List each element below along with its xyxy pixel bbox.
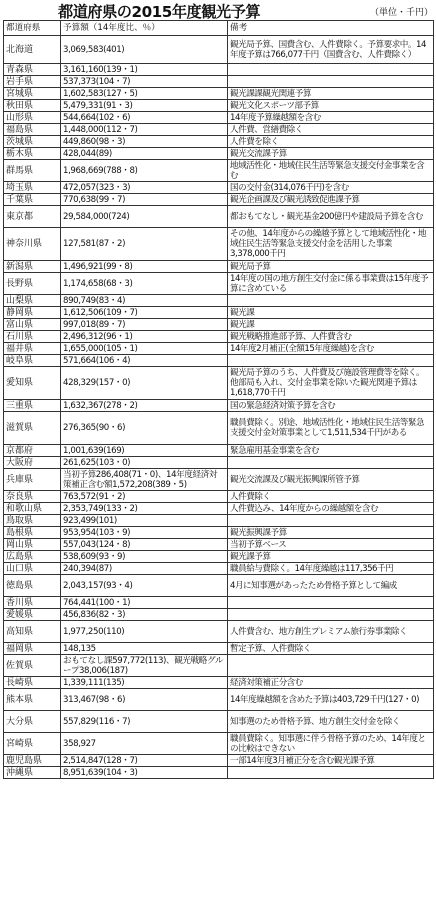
table-row	[4, 733, 434, 755]
note-cell: 人件費除く	[228, 491, 434, 503]
note-cell: 人件費含む、地方創生プレミアム旅行券事業除く	[228, 621, 434, 643]
prefecture-cell: 奈良県	[4, 491, 61, 503]
table-row	[4, 689, 434, 711]
prefecture-cell: 北海道	[4, 36, 61, 64]
budget-cell: 428,329(157・0)	[61, 367, 228, 400]
prefecture-cell: 大阪府	[4, 457, 61, 469]
table-row	[4, 273, 434, 295]
table-row	[4, 261, 434, 273]
table-row	[4, 527, 434, 539]
note-cell: 観光課	[228, 319, 434, 331]
budget-cell: 1,612,506(109・7)	[61, 307, 228, 319]
note-cell: 暫定予算、人件費除く	[228, 643, 434, 655]
note-cell: 観光戦略推進部予算、人件費含む	[228, 331, 434, 343]
budget-cell: 240,394(87)	[61, 563, 228, 575]
prefecture-cell: 高知県	[4, 621, 61, 643]
budget-cell: 2,496,312(96・1)	[61, 331, 228, 343]
prefecture-cell: 徳島県	[4, 575, 61, 597]
prefecture-cell: 秋田県	[4, 100, 61, 112]
table-row	[4, 343, 434, 355]
table-row	[4, 148, 434, 160]
prefecture-cell: 山口県	[4, 563, 61, 575]
prefecture-cell: 三重県	[4, 400, 61, 412]
note-cell: 観光局予算	[228, 261, 434, 273]
prefecture-cell: 富山県	[4, 319, 61, 331]
note-cell: 14年度2月補正(全額15年度繰越)を含む	[228, 343, 434, 355]
budget-cell: 1,339,111(135)	[61, 677, 228, 689]
page-title: 都道府県の2015年度観光予算	[58, 3, 261, 21]
budget-cell: 127,581(87・2)	[61, 228, 228, 261]
prefecture-cell: 福井県	[4, 343, 61, 355]
table-row	[4, 755, 434, 767]
note-cell: 観光交流課予算	[228, 148, 434, 160]
note-cell	[228, 609, 434, 621]
note-cell: その他、14年度からの繰越予算として地域活性化・地域住民生活等緊急支援交付金を活用した事業3,378,000千円	[228, 228, 434, 261]
prefecture-cell: 新潟県	[4, 261, 61, 273]
table-row	[4, 100, 434, 112]
table-row	[4, 457, 434, 469]
note-cell: 職員給与費除く。14年度繰越は117,356千円	[228, 563, 434, 575]
budget-cell: 1,632,367(278・2)	[61, 400, 228, 412]
table-row	[4, 677, 434, 689]
prefecture-cell: 滋賀県	[4, 412, 61, 445]
prefecture-cell: 宮城県	[4, 88, 61, 100]
budget-cell: 456,836(82・3)	[61, 609, 228, 621]
budget-cell: 764,441(100・1)	[61, 597, 228, 609]
table-row	[4, 367, 434, 400]
column-header-prefecture: 都道府県	[4, 21, 61, 36]
column-header-budget: 予算額（14年度比、％）	[61, 21, 228, 36]
prefecture-cell: 鹿児島県	[4, 755, 61, 767]
table-row	[4, 503, 434, 515]
budget-cell: 770,638(99・7)	[61, 194, 228, 206]
budget-cell: 537,373(104・7)	[61, 76, 228, 88]
note-cell: 観光局予算、国費含む、人件費除く。予算要求中。14年度予算は766,077千円（国費含む、人件費除く）	[228, 36, 434, 64]
budget-cell: 449,860(98・3)	[61, 136, 228, 148]
prefecture-cell: 愛媛県	[4, 609, 61, 621]
table-row	[4, 319, 434, 331]
prefecture-cell: 山形県	[4, 112, 61, 124]
prefecture-cell: 岡山県	[4, 539, 61, 551]
table-row	[4, 88, 434, 100]
budget-cell: 当初予算286,408(71・0)、14年度経済対策補正含む額1,572,208(389・5)	[61, 469, 228, 491]
prefecture-cell: 山梨県	[4, 295, 61, 307]
table-row	[4, 182, 434, 194]
note-cell: 緊急雇用基金事業を含む	[228, 445, 434, 457]
note-cell: 観光課課観光関連予算	[228, 88, 434, 100]
note-cell: 観光振興課予算	[228, 527, 434, 539]
budget-cell: 557,043(124・8)	[61, 539, 228, 551]
prefecture-cell: 愛知県	[4, 367, 61, 400]
prefecture-cell: 大分県	[4, 711, 61, 733]
note-cell	[228, 655, 434, 677]
prefecture-cell: 佐賀県	[4, 655, 61, 677]
note-cell: 人件費込み、14年度からの繰越額を含む	[228, 503, 434, 515]
note-cell: 職員費除く。知事選に伴う骨格予算のため、14年度との比較はできない	[228, 733, 434, 755]
budget-cell: 8,951,639(104・3)	[61, 767, 228, 779]
table-row	[4, 160, 434, 182]
table-row	[4, 655, 434, 677]
prefecture-cell: 京都府	[4, 445, 61, 457]
budget-cell: 29,584,000(724)	[61, 206, 228, 228]
column-header-notes: 備考	[228, 21, 434, 36]
table-row	[4, 400, 434, 412]
note-cell: 観光文化スポーツ部予算	[228, 100, 434, 112]
prefecture-cell: 青森県	[4, 64, 61, 76]
note-cell: 観光局予算のうち、人件費及び施設管理費等を除く。他部局も入れ、交付金事業を除いた観光関連予算は1,618,770千円	[228, 367, 434, 400]
prefecture-cell: 沖縄県	[4, 767, 61, 779]
prefecture-cell: 石川県	[4, 331, 61, 343]
header	[0, 0, 436, 20]
prefecture-cell: 東京都	[4, 206, 61, 228]
budget-cell: 2,043,157(93・4)	[61, 575, 228, 597]
table-row	[4, 307, 434, 319]
budget-cell: 890,749(83・4)	[61, 295, 228, 307]
prefecture-cell: 長野県	[4, 273, 61, 295]
prefecture-cell: 兵庫県	[4, 469, 61, 491]
table-row	[4, 597, 434, 609]
table-row	[4, 539, 434, 551]
prefecture-cell: 静岡県	[4, 307, 61, 319]
prefecture-cell: 熊本県	[4, 689, 61, 711]
table-row	[4, 767, 434, 779]
note-cell	[228, 767, 434, 779]
note-cell	[228, 295, 434, 307]
table-row	[4, 563, 434, 575]
note-cell: 都おもてなし・観光基金200億円や建設局予算を含む	[228, 206, 434, 228]
budget-cell: 472,057(323・3)	[61, 182, 228, 194]
note-cell: 地域活性化・地域住民生活等緊急支援交付金事業を含む	[228, 160, 434, 182]
table-row	[4, 206, 434, 228]
budget-cell: 276,365(90・6)	[61, 412, 228, 445]
budget-cell: 557,829(116・7)	[61, 711, 228, 733]
budget-cell: 2,514,847(128・7)	[61, 755, 228, 767]
budget-cell: 313,467(98・6)	[61, 689, 228, 711]
table-header-row	[4, 21, 434, 36]
table-body	[4, 36, 434, 779]
note-cell: 観光交流課及び観光振興課所管予算	[228, 469, 434, 491]
prefecture-cell: 茨城県	[4, 136, 61, 148]
budget-cell: 923,499(101)	[61, 515, 228, 527]
table-row	[4, 412, 434, 445]
table-row	[4, 621, 434, 643]
budget-cell: 3,161,160(139・1)	[61, 64, 228, 76]
note-cell: 人件費を除く	[228, 136, 434, 148]
table-row	[4, 445, 434, 457]
prefecture-cell: 和歌山県	[4, 503, 61, 515]
table-row	[4, 575, 434, 597]
prefecture-cell: 栃木県	[4, 148, 61, 160]
note-cell: 当初予算ベース	[228, 539, 434, 551]
prefecture-cell: 群馬県	[4, 160, 61, 182]
note-cell: 一部14年度3月補正分を含む観光課予算	[228, 755, 434, 767]
prefecture-cell: 岐阜県	[4, 355, 61, 367]
budget-cell: 261,625(103・0)	[61, 457, 228, 469]
table-row	[4, 64, 434, 76]
note-cell	[228, 355, 434, 367]
table-row	[4, 76, 434, 88]
table-row	[4, 295, 434, 307]
table-row	[4, 124, 434, 136]
budget-cell: 3,069,583(401)	[61, 36, 228, 64]
note-cell: 14年度繰越額を含めた予算は403,729千円(127・0)	[228, 689, 434, 711]
note-cell: 観光課予算	[228, 551, 434, 563]
budget-cell: 358,927	[61, 733, 228, 755]
table-row	[4, 331, 434, 343]
table-row	[4, 112, 434, 124]
budget-cell: 538,609(93・9)	[61, 551, 228, 563]
note-cell: 14年度の国の地方創生交付金に係る事業費は15年度予算に含めている	[228, 273, 434, 295]
note-cell	[228, 76, 434, 88]
prefecture-cell: 長崎県	[4, 677, 61, 689]
note-cell: 観光課	[228, 307, 434, 319]
table-row	[4, 515, 434, 527]
note-cell	[228, 597, 434, 609]
prefecture-cell: 福島県	[4, 124, 61, 136]
prefecture-cell: 島根県	[4, 527, 61, 539]
budget-cell: 953,954(103・9)	[61, 527, 228, 539]
table-row	[4, 136, 434, 148]
table-row	[4, 711, 434, 733]
budget-cell: 1,602,583(127・5)	[61, 88, 228, 100]
note-cell	[228, 64, 434, 76]
table-row	[4, 551, 434, 563]
note-cell: 知事選のため骨格予算、地方創生交付金を除く	[228, 711, 434, 733]
budget-cell: 2,353,749(133・2)	[61, 503, 228, 515]
budget-cell: 763,572(91・2)	[61, 491, 228, 503]
prefecture-cell: 宮崎県	[4, 733, 61, 755]
note-cell	[228, 457, 434, 469]
budget-cell: 428,044(89)	[61, 148, 228, 160]
note-cell: 4月に知事選があったため骨格予算として編成	[228, 575, 434, 597]
budget-cell: 1,968,669(788・8)	[61, 160, 228, 182]
note-cell: 国の交付金(314,076千円)を含む	[228, 182, 434, 194]
budget-cell: おもてなし課597,772(113)、観光戦略グループ38,006(187)	[61, 655, 228, 677]
table-row	[4, 469, 434, 491]
budget-cell: 1,977,250(110)	[61, 621, 228, 643]
budget-cell: 148,135	[61, 643, 228, 655]
prefecture-cell: 香川県	[4, 597, 61, 609]
prefecture-cell: 岩手県	[4, 76, 61, 88]
note-cell: 国の緊急経済対策予算を含む	[228, 400, 434, 412]
table-row	[4, 194, 434, 206]
table-row	[4, 643, 434, 655]
table-row	[4, 609, 434, 621]
unit-label: （単位・千円）	[369, 8, 433, 18]
note-cell	[228, 515, 434, 527]
budget-cell: 997,018(89・7)	[61, 319, 228, 331]
prefecture-cell: 神奈川県	[4, 228, 61, 261]
budget-cell: 1,496,921(99・8)	[61, 261, 228, 273]
note-cell: 14年度予算繰越額を含む	[228, 112, 434, 124]
table-row	[4, 228, 434, 261]
table-row	[4, 36, 434, 64]
prefecture-cell: 埼玉県	[4, 182, 61, 194]
budget-cell: 5,479,331(91・3)	[61, 100, 228, 112]
prefecture-cell: 千葉県	[4, 194, 61, 206]
budget-table	[3, 20, 434, 779]
prefecture-cell: 広島県	[4, 551, 61, 563]
note-cell: 職員費除く。別途、地域活性化・地域住民生活等緊急支援交付金対策事業として1,511,534千円がある	[228, 412, 434, 445]
note-cell: 人件費、営繕費除く	[228, 124, 434, 136]
table-row	[4, 491, 434, 503]
budget-cell: 1,655,000(105・1)	[61, 343, 228, 355]
budget-cell: 571,664(106・4)	[61, 355, 228, 367]
budget-cell: 544,664(102・6)	[61, 112, 228, 124]
budget-cell: 1,174,658(68・3)	[61, 273, 228, 295]
note-cell: 経済対策補正分含む	[228, 677, 434, 689]
budget-cell: 1,001,639(169)	[61, 445, 228, 457]
budget-cell: 1,448,000(112・7)	[61, 124, 228, 136]
prefecture-cell: 鳥取県	[4, 515, 61, 527]
note-cell: 観光企画課及び観光誘致促進課予算	[228, 194, 434, 206]
prefecture-cell: 福岡県	[4, 643, 61, 655]
table-row	[4, 355, 434, 367]
